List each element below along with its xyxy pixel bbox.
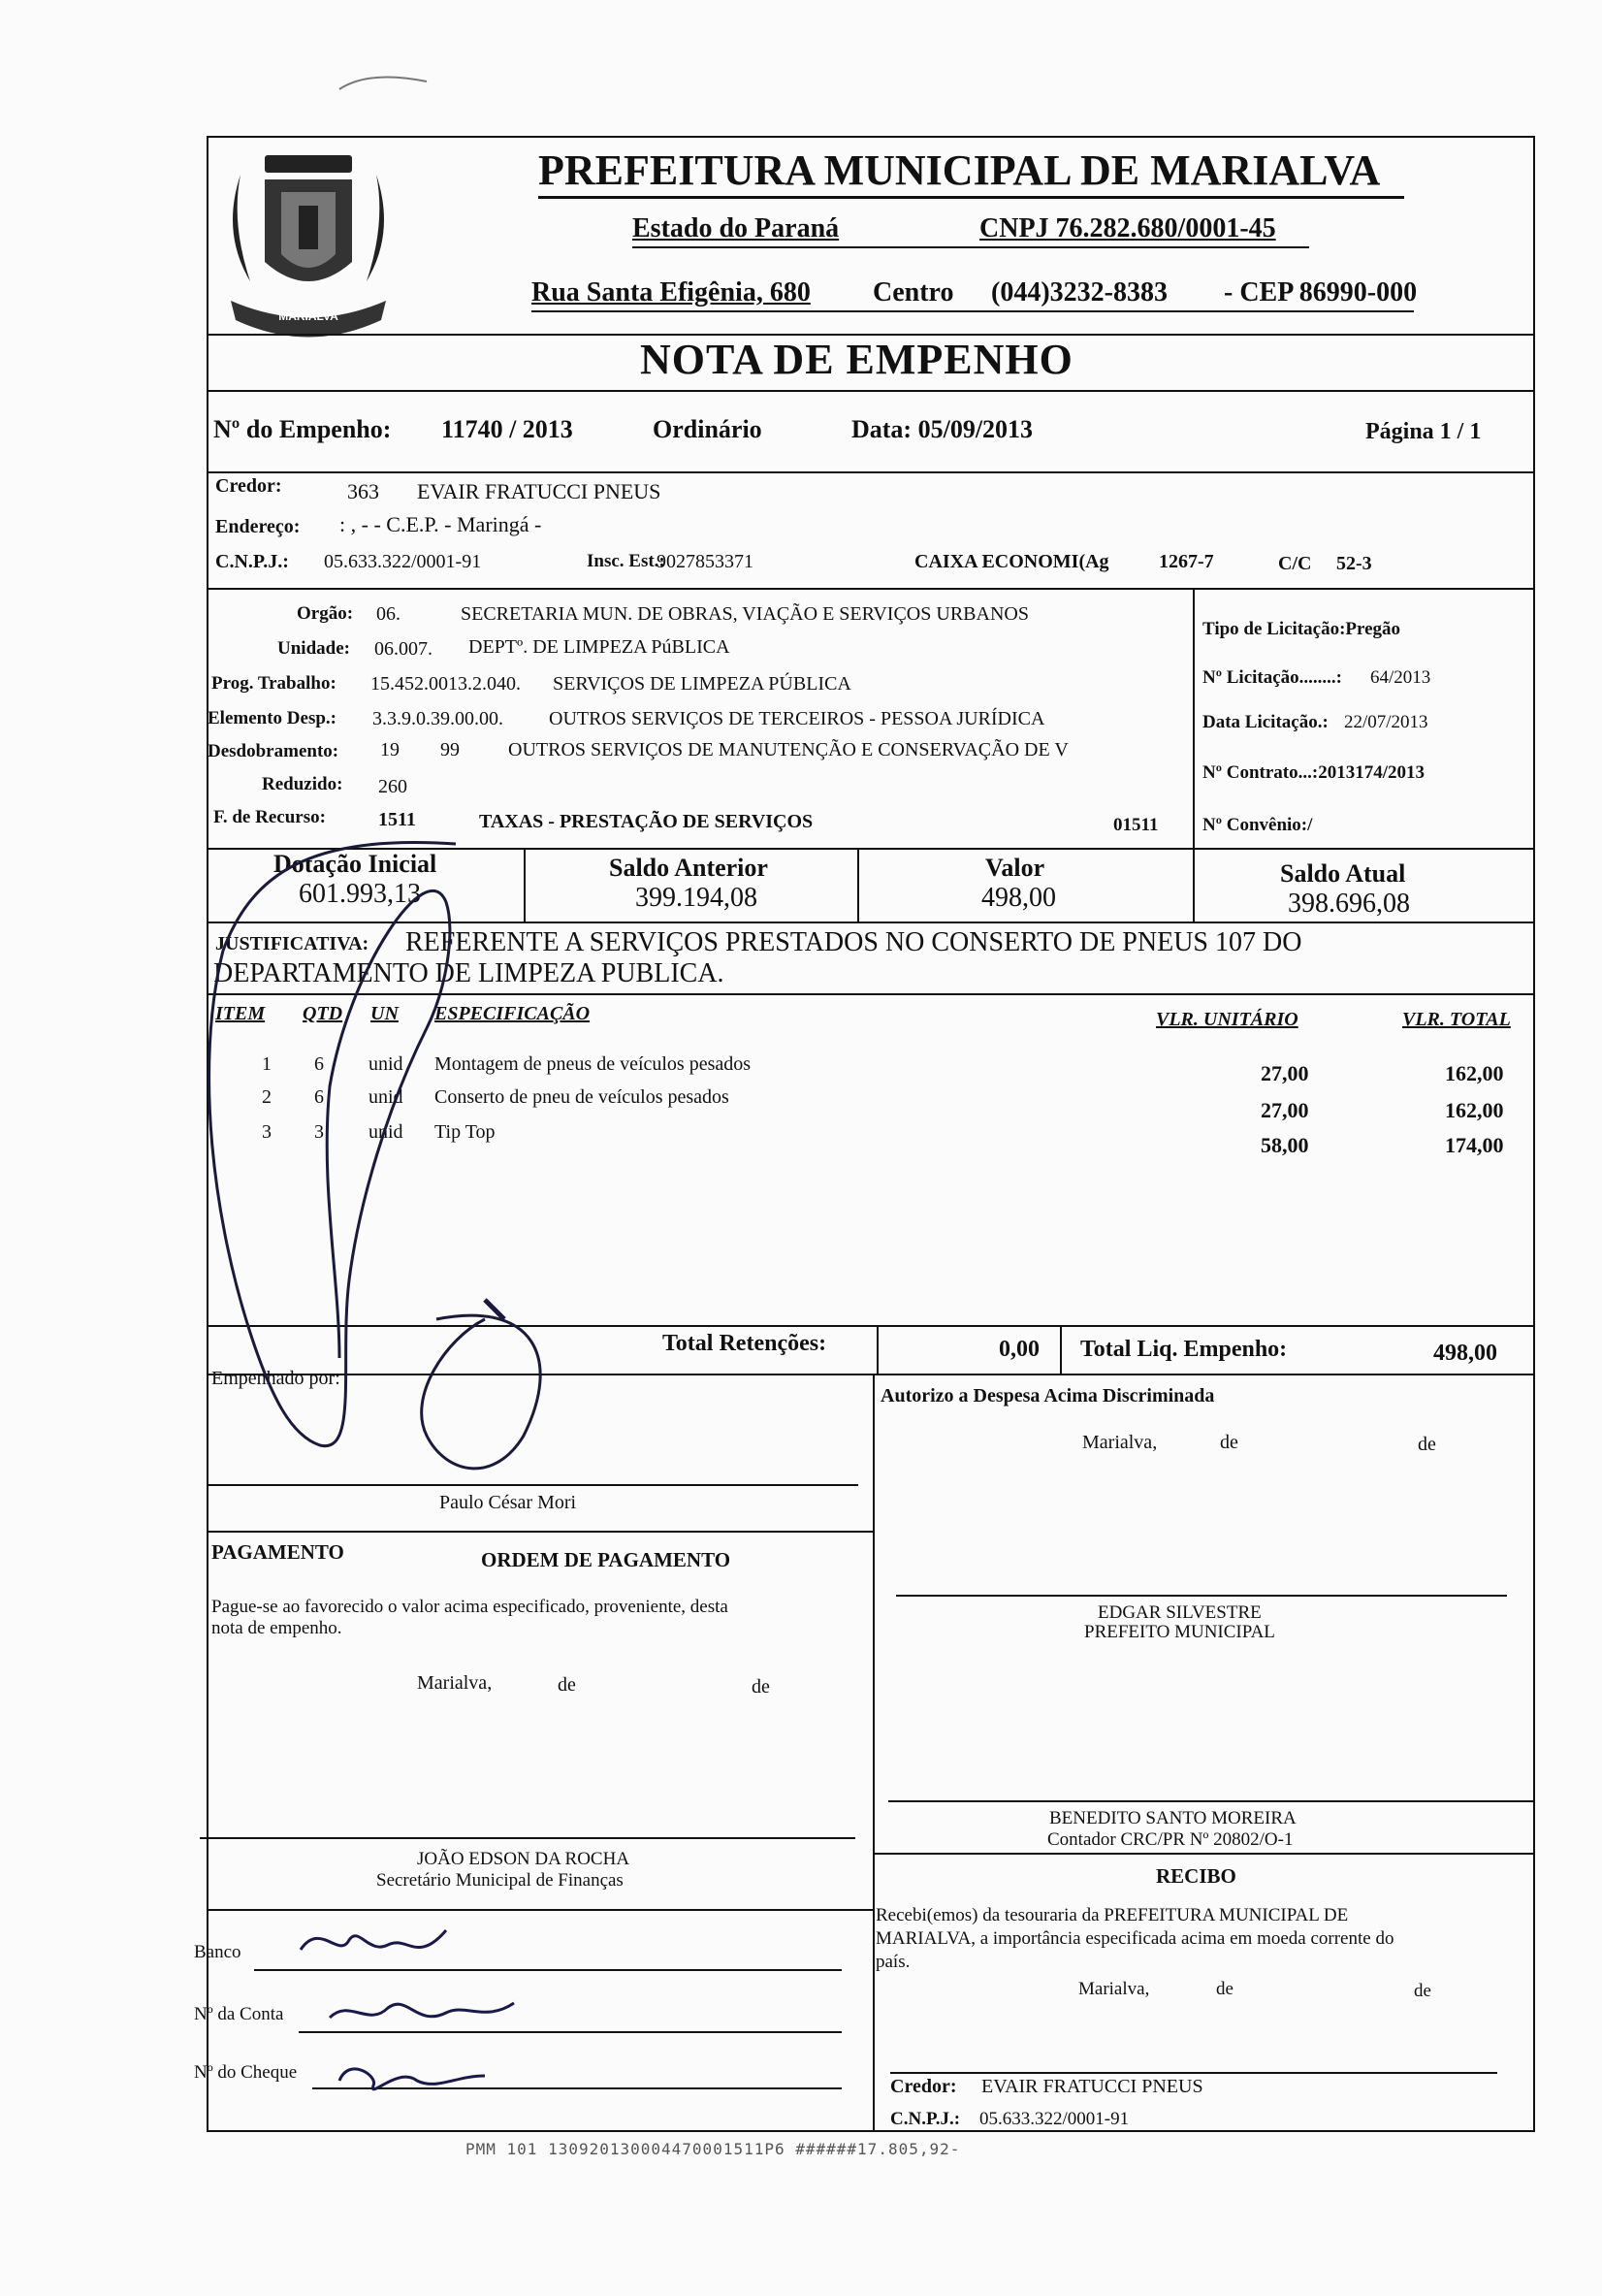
municipal-coat-of-arms-logo [211, 136, 405, 340]
unidade-nome: DEPTº. DE LIMPEZA PúBLICA [468, 636, 730, 658]
header-cep: - CEP 86990-000 [1224, 277, 1418, 307]
secretario-cargo: Secretário Municipal de Finanças [376, 1870, 624, 1891]
recibo-credor: EVAIR FRATUCCI PNEUS [981, 2076, 1203, 2097]
recurso-cod: 1511 [378, 809, 416, 830]
signature-divider [873, 1374, 875, 2132]
empenho-pagina: Página 1 / 1 [1365, 419, 1482, 444]
header-cnpj: CNPJ 76.282.680/0001-45 [979, 213, 1276, 243]
col-un: UN [370, 1003, 399, 1024]
valor-label: Valor [985, 854, 1045, 882]
pagamento-texto1: Pague-se ao favorecido o valor acima especificado, proveniente, desta [211, 1597, 728, 1617]
row-vlr-unitario: 27,00 [1261, 1061, 1309, 1085]
licitacao-divider [1193, 588, 1195, 848]
endereco-value: : , - - C.E.P. - Maringá - [339, 512, 542, 536]
saldo-divider [857, 848, 859, 922]
recibo-texto2: MARIALVA, a importância especificada acima em moeda corrente do [876, 1928, 1394, 1949]
title-underline [538, 196, 1404, 199]
header-estado: Estado do Paraná [632, 213, 840, 243]
recibo-texto3: país. [876, 1952, 911, 1972]
credor-cnpj: 05.633.322/0001-91 [324, 551, 482, 572]
row-un: unid [368, 1053, 403, 1075]
footer-code: PMM 101 130920130004470001511P6 ######17.805,92- [465, 2140, 961, 2158]
autorizo-de1: de [1220, 1432, 1238, 1453]
licitacao-contrato: Nº Contrato...:2013174/2013 [1202, 762, 1425, 783]
unidade-cod: 06.007. [374, 638, 433, 660]
recibo-local: Marialva, [1078, 1979, 1150, 1999]
banco-nome: CAIXA ECONOMI(Ag [914, 551, 1109, 572]
scan-mark [330, 60, 446, 99]
dotacao-label: Dotação Inicial [273, 850, 437, 878]
totais-divider [1060, 1325, 1062, 1374]
dotacao-value: 601.993,13 [299, 879, 421, 909]
recurso-cod2: 01511 [1113, 815, 1159, 835]
licitacao-convenio: Nº Convênio:/ [1202, 815, 1313, 835]
totais-divider [877, 1325, 879, 1374]
empenho-numero: 11740 / 2013 [441, 415, 573, 443]
handwritten-conta [320, 1979, 553, 2047]
header-title: PREFEITURA MUNICIPAL DE MARIALVA [538, 146, 1381, 194]
prog-cod: 15.452.0013.2.040. [370, 673, 521, 695]
row-especificacao: Tip Top [434, 1121, 496, 1143]
valor-value: 498,00 [981, 883, 1056, 913]
recibo-cnpj: 05.633.322/0001-91 [979, 2109, 1130, 2129]
ordem-pagamento: ORDEM DE PAGAMENTO [481, 1548, 731, 1571]
divider [207, 1531, 873, 1533]
divider [207, 471, 1535, 473]
licitacao-data: 22/07/2013 [1344, 712, 1428, 732]
handwritten-banco [281, 1911, 475, 1979]
header-telefone: (044)3232-8383 [991, 277, 1168, 307]
banco-agencia: 1267-7 [1159, 551, 1214, 572]
empenhado-nome: Paulo César Mori [439, 1492, 577, 1513]
total-liq-value: 498,00 [1433, 1341, 1497, 1366]
prog-label: Prog. Trabalho: [211, 673, 336, 694]
header-centro: Centro [873, 277, 954, 307]
cnpj-label: C.N.P.J.: [215, 551, 289, 572]
secretario-line [200, 1837, 855, 1839]
handwritten-signature [194, 815, 698, 1494]
cc-value: 52-3 [1336, 553, 1372, 574]
retencoes-value: 0,00 [999, 1337, 1040, 1362]
empenhado-label: Empenhado por: [211, 1368, 340, 1389]
orgao-label: Orgão: [297, 603, 354, 624]
row-un: unid [368, 1086, 403, 1108]
saldo-atual-label: Saldo Atual [1280, 859, 1406, 888]
insc-label: Insc. Est.: [587, 551, 665, 571]
saldo-divider [1193, 848, 1195, 922]
col-especificacao: ESPECIFICAÇÃO [434, 1003, 591, 1024]
row-especificacao: Conserto de pneu de veículos pesados [434, 1086, 729, 1108]
recibo-cnpj-label: C.N.P.J.: [890, 2109, 961, 2129]
pagamento-local: Marialva, [417, 1672, 493, 1694]
recibo-de1: de [1216, 1979, 1234, 1999]
col-vlr-total: VLR. TOTAL [1402, 1009, 1511, 1030]
pagamento-de1: de [558, 1674, 576, 1696]
endereco-label: Endereço: [215, 516, 301, 537]
prefeito-nome: EDGAR SILVESTRE [1098, 1602, 1262, 1623]
estado-underline [632, 246, 1309, 248]
divider [873, 1853, 1535, 1855]
licitacao-tipo: Tipo de Licitação:Pregão [1202, 619, 1401, 639]
row-item: 1 [262, 1053, 272, 1075]
saldo-anterior-label: Saldo Anterior [609, 854, 768, 882]
recibo-texto1: Recebi(emos) da tesouraria da PREFEITURA MUNICIPAL DE [876, 1905, 1349, 1925]
empenho-data: Data: 05/09/2013 [851, 415, 1034, 443]
doc-title: NOTA DE EMPENHO [640, 336, 1073, 383]
col-vlr-unitario: VLR. UNITÁRIO [1156, 1009, 1298, 1030]
saldo-atual-value: 398.696,08 [1288, 889, 1410, 919]
prefeito-line [896, 1595, 1507, 1597]
desdob-b: 99 [440, 739, 460, 760]
divider [207, 390, 1535, 392]
banco-label: Banco [194, 1942, 241, 1962]
reduzido-value: 260 [378, 776, 407, 797]
desdob-nome: OUTROS SERVIÇOS DE MANUTENÇÃO E CONSERVAÇÃO DE V [508, 739, 1069, 760]
recibo-credor-label: Credor: [890, 2076, 957, 2097]
justificativa-linha2: DEPARTAMENTO DE LIMPEZA PUBLICA. [213, 958, 724, 988]
credor-line [890, 2072, 1497, 2074]
empenho-tipo: Ordinário [653, 415, 762, 443]
header-rua: Rua Santa Efigênia, 680 [531, 277, 811, 307]
recibo-titulo: RECIBO [1156, 1864, 1236, 1888]
row-item: 2 [262, 1086, 272, 1108]
svg-text:MARIALVA: MARIALVA [278, 309, 338, 323]
elemento-label: Elemento Desp.: [208, 708, 336, 728]
credor-nome: EVAIR FRATUCCI PNEUS [417, 479, 661, 503]
credor-codigo: 363 [347, 479, 379, 503]
empenho-numero-label: Nº do Empenho: [213, 415, 392, 443]
recurso-nome: TAXAS - PRESTAÇÃO DE SERVIÇOS [479, 811, 814, 832]
row-item: 3 [262, 1121, 272, 1143]
row-qtd: 3 [314, 1121, 324, 1143]
prog-nome: SERVIÇOS DE LIMPEZA PÚBLICA [553, 673, 851, 695]
justificativa-label: JUSTIFICATIVA: [215, 933, 369, 954]
row-qtd: 6 [314, 1053, 324, 1075]
recibo-de2: de [1414, 1981, 1431, 2001]
col-qtd: QTD [303, 1003, 343, 1024]
reduzido-label: Reduzido: [262, 774, 343, 794]
row-vlr-total: 162,00 [1445, 1098, 1504, 1122]
elemento-cod: 3.3.9.0.39.00.00. [372, 708, 503, 729]
licitacao-numero: 64/2013 [1370, 667, 1431, 688]
row-un: unid [368, 1121, 403, 1143]
row-vlr-unitario: 27,00 [1261, 1098, 1309, 1122]
conta-label: Nº da Conta [194, 2004, 284, 2024]
contador-nome: BENEDITO SANTO MOREIRA [1049, 1808, 1297, 1828]
orgao-cod: 06. [376, 603, 400, 625]
unidade-label: Unidade: [277, 638, 350, 659]
row-vlr-total: 162,00 [1445, 1061, 1504, 1085]
orgao-nome: SECRETARIA MUN. DE OBRAS, VIAÇÃO E SERVIÇOS URBANOS [461, 603, 1029, 625]
total-liq-label: Total Liq. Empenho: [1080, 1337, 1288, 1362]
credor-label: Credor: [215, 475, 282, 497]
row-especificacao: Montagem de pneus de veículos pesados [434, 1053, 752, 1075]
contador-cargo: Contador CRC/PR Nº 20802/O-1 [1047, 1829, 1294, 1850]
elemento-nome: OUTROS SERVIÇOS DE TERCEIROS - PESSOA JURÍDICA [549, 708, 1045, 729]
col-item: ITEM [215, 1003, 266, 1024]
pagamento-de2: de [752, 1676, 770, 1698]
insc-value: 9027853371 [657, 551, 753, 572]
row-vlr-total: 174,00 [1445, 1133, 1504, 1157]
desdob-a: 19 [380, 739, 400, 760]
prefeito-cargo: PREFEITO MUNICIPAL [1084, 1622, 1275, 1642]
pagamento-label: PAGAMENTO [211, 1540, 344, 1564]
autorizo-label: Autorizo a Despesa Acima Discriminada [881, 1385, 1215, 1407]
cc-label: C/C [1278, 553, 1312, 574]
row-qtd: 6 [314, 1086, 324, 1108]
cheque-label: Nº do Cheque [194, 2062, 298, 2083]
divider [207, 588, 1535, 590]
row-vlr-unitario: 58,00 [1261, 1133, 1309, 1157]
licitacao-numero-label: Nº Licitação........: [1202, 667, 1342, 688]
rua-underline [531, 310, 1414, 312]
pagamento-texto2: nota de empenho. [211, 1618, 342, 1638]
licitacao-data-label: Data Licitação.: [1202, 712, 1329, 732]
justificativa-linha1: REFERENTE A SERVIÇOS PRESTADOS NO CONSERTO DE PNEUS 107 DO [405, 927, 1302, 957]
recurso-label: F. de Recurso: [213, 807, 326, 827]
secretario-nome: JOÃO EDSON DA ROCHA [417, 1849, 630, 1869]
saldo-anterior-value: 399.194,08 [635, 883, 757, 913]
desdob-label: Desdobramento: [208, 741, 339, 761]
autorizo-local: Marialva, [1082, 1432, 1158, 1453]
retencoes-label: Total Retenções: [662, 1331, 827, 1356]
autorizo-de2: de [1418, 1434, 1436, 1455]
contador-line [888, 1800, 1534, 1802]
handwritten-cheque [320, 2047, 514, 2105]
